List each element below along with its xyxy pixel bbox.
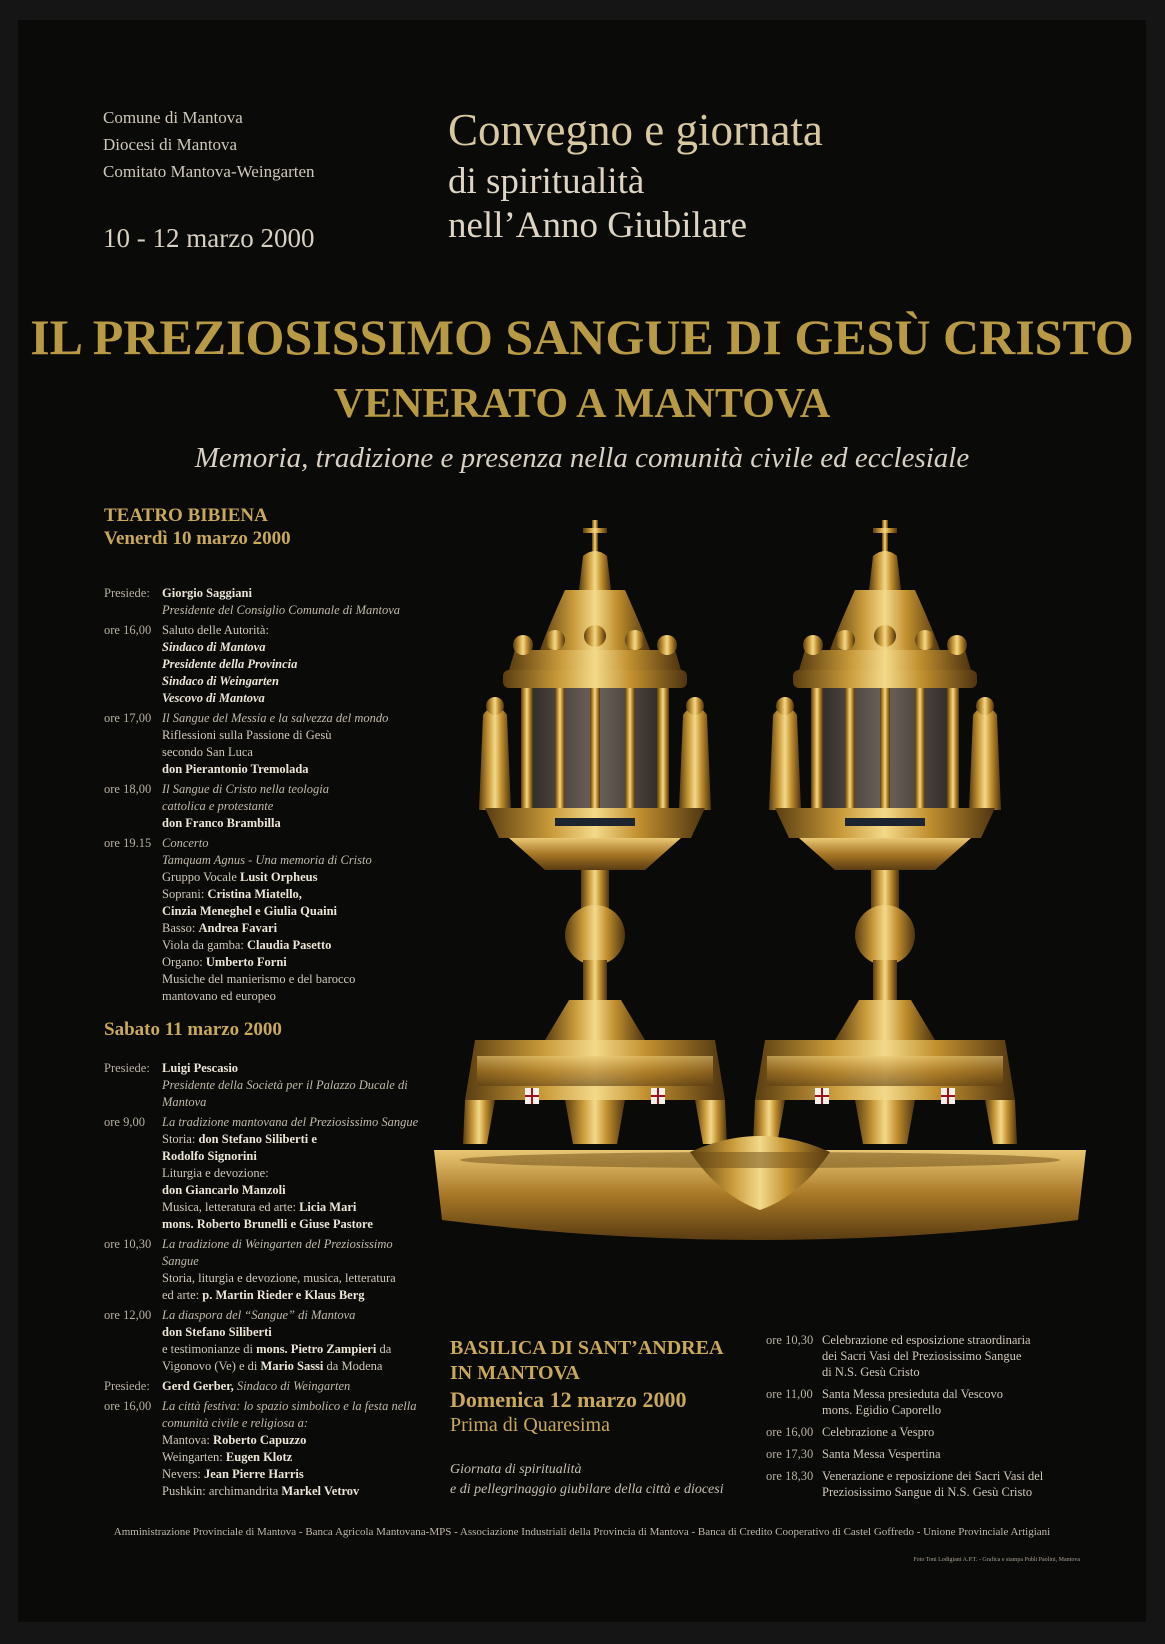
programme-line: [162, 1216, 434, 1233]
programme-text: cattolica e protestante: [162, 799, 274, 813]
programme-text: e testimonianze di: [162, 1342, 257, 1356]
programme-time: Presiede:: [104, 1379, 150, 1393]
programme-line: [162, 1236, 434, 1253]
sunday-line: di N.S. Gesù Cristo: [822, 1365, 920, 1379]
event-dates: 10 - 12 marzo 2000: [103, 223, 315, 253]
programme-text: Markel Vetrov: [281, 1484, 360, 1498]
convegno-line-2: di spiritualità: [448, 161, 645, 202]
sunday-time: ore 16,00: [766, 1425, 814, 1439]
programme-line: [162, 1378, 434, 1395]
sunday-line: Preziosissimo Sangue di N.S. Gesù Cristo: [822, 1485, 1033, 1499]
programme-text: Basso:: [162, 921, 199, 935]
programme-line: [162, 954, 434, 971]
programme-line: [162, 1148, 434, 1165]
programme-item: [104, 1236, 434, 1304]
programme-time: Presiede:: [104, 1061, 150, 1075]
programme-time: ore 16,00: [104, 1399, 152, 1413]
programme-text: Presidente della Società per il Palazzo Ducale di: [162, 1078, 408, 1092]
programme-line: [162, 602, 434, 619]
programme-text: Licia Mari: [299, 1200, 357, 1214]
programme-text: don Stefano Siliberti: [162, 1325, 272, 1339]
programme-text: mons. Pietro Zampieri: [256, 1342, 377, 1356]
sunday-line: mons. Egidio Caporello: [822, 1403, 942, 1417]
main-title-line-2: VENERATO A MANTOVA: [333, 381, 831, 427]
programme-item: [104, 1378, 434, 1395]
subtitle: Memoria, tradizione e presenza nella comunità civile ed ecclesiale: [194, 442, 970, 474]
programme-line: [162, 639, 434, 656]
left-vase-shape: [463, 520, 727, 1144]
programme-text: Gruppo Vocale: [162, 870, 240, 884]
programme-line: [162, 1341, 434, 1358]
right-vase-shape: [753, 520, 1017, 1144]
programme-line: [162, 937, 434, 954]
programme-text: Weingarten:: [162, 1450, 226, 1464]
programme-text: Claudia Pasetto: [247, 938, 332, 952]
programme-line: [162, 1287, 434, 1304]
programme-text: Gerd Gerber,: [162, 1379, 234, 1393]
sunday-line: Santa Messa Vespertina: [822, 1447, 941, 1461]
programme-text: Sindaco di Weingarten: [162, 674, 279, 688]
programme-item: [104, 585, 434, 619]
programme-line: [162, 886, 434, 903]
programme-text: Presidente del Consiglio Comunale di Mantova: [162, 603, 401, 617]
programme-time: ore 12,00: [104, 1308, 152, 1322]
poster: [18, 20, 1146, 1622]
programme-text: Concerto: [162, 836, 209, 850]
programme-line: [162, 1307, 434, 1324]
programme-line: [162, 1358, 434, 1375]
programme-line: [162, 1415, 434, 1432]
programme-line: [162, 1270, 434, 1287]
programme-text: Jean Pierre Harris: [204, 1467, 304, 1481]
programme-line: [162, 690, 434, 707]
programme-text: ed arte:: [162, 1288, 203, 1302]
sunday-venue-2: IN MANTOVA: [450, 1362, 580, 1384]
programme-line: [162, 1432, 434, 1449]
programme-text: mantovano ed europeo: [162, 989, 276, 1003]
programme-text: Cinzia Meneghel e Giulia Quaini: [162, 904, 338, 918]
sunday-time: ore 10,30: [766, 1333, 814, 1347]
programme-line: [162, 920, 434, 937]
programme-line: [162, 852, 434, 869]
organizer-3: Comitato Mantova-Weingarten: [103, 162, 315, 181]
programme-text: Presidente della Provincia: [162, 657, 298, 671]
programme-text: Saluto delle Autorità:: [162, 623, 269, 637]
giornata-text: [450, 1460, 724, 1500]
programme-text: p. Martin Rieder e Klaus Berg: [202, 1288, 365, 1302]
programme-text: Musica, letteratura ed arte:: [162, 1200, 300, 1214]
sunday-header: [450, 1336, 770, 1438]
programme-line: [162, 971, 434, 988]
programme-time: ore 16,00: [104, 623, 152, 637]
programme-line: [162, 781, 434, 798]
sunday-item: [766, 1468, 1096, 1500]
programme-text: Cristina Miatello,: [207, 887, 302, 901]
programme-time: ore 9,00: [104, 1115, 145, 1129]
programme-time: ore 17,00: [104, 711, 152, 725]
programme-text: La diaspora del “Sangue” di Mantova: [162, 1308, 356, 1322]
programme-text: Sangue: [162, 1254, 199, 1268]
programme-line: [162, 744, 434, 761]
programme-line: [162, 1114, 434, 1131]
sunday-date: Domenica 12 marzo 2000: [450, 1387, 687, 1412]
programme-text: Vigonovo (Ve) e di: [162, 1359, 261, 1373]
programme-time: ore 10,30: [104, 1237, 152, 1251]
programme-text: Mario Sassi: [260, 1359, 324, 1373]
sunday-time: ore 18,30: [766, 1469, 814, 1483]
sunday-line: Celebrazione ed esposizione straordinaria: [822, 1333, 1031, 1347]
programme-item: [104, 1114, 434, 1233]
programme-text: da Modena: [323, 1359, 383, 1373]
saturday-date: Sabato 11 marzo 2000: [104, 1019, 282, 1040]
programme-line: [162, 798, 434, 815]
programme-text: Riflessioni sulla Passione di Gesù: [162, 728, 332, 742]
programme-text: don Pierantonio Tremolada: [162, 762, 309, 776]
programme-line: [162, 1199, 434, 1216]
programme-line: [162, 1094, 434, 1111]
programme-item: [104, 781, 434, 832]
convegno-line-3: nell’Anno Giubilare: [448, 205, 747, 246]
programme-text: mons. Roberto Brunelli e Giuse Pastore: [162, 1217, 373, 1231]
organizer-2: Diocesi di Mantova: [103, 135, 238, 154]
programme-text: secondo San Luca: [162, 745, 253, 759]
programme-time: Presiede:: [104, 586, 150, 600]
programme-text: Storia:: [162, 1132, 199, 1146]
friday-venue: TEATRO BIBIENA: [104, 505, 268, 526]
sunday-programme: [766, 1332, 1096, 1506]
giornata-line-2: e di pellegrinaggio giubilare della città e diocesi: [450, 1482, 724, 1497]
programme-text: Nevers:: [162, 1467, 204, 1481]
programme-text: Liturgia e devozione:: [162, 1166, 269, 1180]
programme-text: Andrea Favari: [198, 921, 278, 935]
sunday-time: ore 11,00: [766, 1387, 813, 1401]
sunday-item: [766, 1332, 1096, 1380]
programme-line: [162, 1182, 434, 1199]
programme-line: [162, 903, 434, 920]
friday-programme: [104, 585, 434, 1008]
programme-line: [162, 1466, 434, 1483]
programme-line: [162, 1077, 434, 1094]
programme-line: [162, 727, 434, 744]
programme-line: [162, 1060, 434, 1077]
giornata-line-1: Giornata di spiritualità: [450, 1462, 582, 1477]
programme-text: da: [376, 1342, 392, 1356]
programme-text: don Stefano Siliberti e: [198, 1132, 317, 1146]
photo-credit: Foto Toni Lodigiani A.P.T. - Grafica e stampa Publi Paolini, Mantova: [913, 1557, 1080, 1563]
programme-line: [162, 1131, 434, 1148]
programme-line: [162, 585, 434, 602]
sunday-item: [766, 1386, 1096, 1418]
programme-text: Tamquam Agnus - Una memoria di Cristo: [162, 853, 372, 867]
programme-text: comunità civile e religiosa a:: [162, 1416, 309, 1430]
programme-line: [162, 835, 434, 852]
programme-text: Sindaco di Mantova: [162, 640, 266, 654]
programme-text: Soprani:: [162, 887, 208, 901]
programme-text: Giorgio Saggiani: [162, 586, 252, 600]
programme-text: La tradizione mantovana del Preziosissimo Sangue: [162, 1115, 419, 1129]
sunday-note: Prima di Quaresima: [450, 1414, 610, 1436]
sunday-line: Santa Messa presieduta dal Vescovo: [822, 1387, 1003, 1401]
programme-text: Sindaco di Weingarten: [236, 1379, 351, 1393]
programme-item: [104, 622, 434, 707]
sunday-item: [766, 1446, 1096, 1462]
sponsors-footer: Amministrazione Provinciale di Mantova - Banca Agricola Mantovana-MPS - Associazione Industriali della Provincia di Mantova - Banca di Credito Cooperativo di Castel Goffredo - Unione Provinciale Artigiani: [113, 1526, 1051, 1538]
programme-line: [162, 622, 434, 639]
programme-line: [162, 869, 434, 886]
programme-text: Mantova: [162, 1095, 207, 1109]
programme-text: Eugen Klotz: [225, 1450, 293, 1464]
programme-line: [162, 815, 434, 832]
sunday-line: Celebrazione a Vespro: [822, 1425, 935, 1439]
programme-text: Pushkin: archimandrita: [162, 1484, 282, 1498]
programme-line: [162, 710, 434, 727]
saturday-programme: [104, 1060, 434, 1503]
programme-line: [162, 1398, 434, 1415]
programme-line: [162, 1165, 434, 1182]
programme-item: [104, 835, 434, 1005]
programme-text: Storia, liturgia e devozione, musica, letteratura: [162, 1271, 396, 1285]
programme-text: Mantova:: [162, 1433, 214, 1447]
programme-text: Organo:: [162, 955, 206, 969]
programme-text: Umberto Forni: [205, 955, 287, 969]
programme-item: [104, 710, 434, 778]
programme-text: Lusit Orpheus: [240, 870, 318, 884]
sunday-item: [766, 1424, 1096, 1440]
programme-line: [162, 673, 434, 690]
programme-text: don Giancarlo Manzoli: [162, 1183, 286, 1197]
main-title: IL PREZIOSISSIMO SANGUE DI GESÙ CRISTO: [30, 309, 1134, 365]
programme-line: [162, 988, 434, 1005]
programme-text: don Franco Brambilla: [162, 816, 281, 830]
sunday-line: dei Sacri Vasi del Preziosissimo Sangue: [822, 1349, 1022, 1363]
programme-item: [104, 1307, 434, 1375]
reliquary-illustration: [430, 520, 1090, 1310]
programme-text: Musiche del manierismo e del barocco: [162, 972, 356, 986]
programme-text: Il Sangue del Messia e la salvezza del mondo: [162, 711, 389, 725]
friday-date: Venerdì 10 marzo 2000: [104, 528, 291, 549]
programme-time: ore 18,00: [104, 782, 152, 796]
programme-text: Vescovo di Mantova: [162, 691, 265, 705]
programme-text: Viola da gamba:: [162, 938, 247, 952]
programme-text: Luigi Pescasio: [162, 1061, 239, 1075]
programme-text: La città festiva: lo spazio simbolico e la festa nella: [162, 1399, 417, 1413]
programme-text: La tradizione di Weingarten del Preziosissimo: [162, 1237, 393, 1251]
programme-text: Il Sangue di Cristo nella teologia: [162, 782, 330, 796]
programme-line: [162, 1253, 434, 1270]
programme-line: [162, 656, 434, 673]
programme-line: [162, 1449, 434, 1466]
sunday-line: Venerazione e reposizione dei Sacri Vasi del: [822, 1469, 1044, 1483]
programme-line: [162, 761, 434, 778]
programme-item: [104, 1398, 434, 1500]
sunday-time: ore 17,30: [766, 1447, 814, 1461]
programme-item: [104, 1060, 434, 1111]
programme-text: Rodolfo Signorini: [162, 1149, 257, 1163]
convegno-title: Convegno e giornata: [448, 105, 823, 155]
programme-line: [162, 1324, 434, 1341]
programme-line: [162, 1483, 434, 1500]
programme-text: Roberto Capuzzo: [213, 1433, 307, 1447]
sunday-venue: BASILICA DI SANT’ANDREA: [450, 1337, 724, 1359]
organizer-1: Comune di Mantova: [103, 108, 243, 127]
programme-time: ore 19.15: [104, 836, 152, 850]
